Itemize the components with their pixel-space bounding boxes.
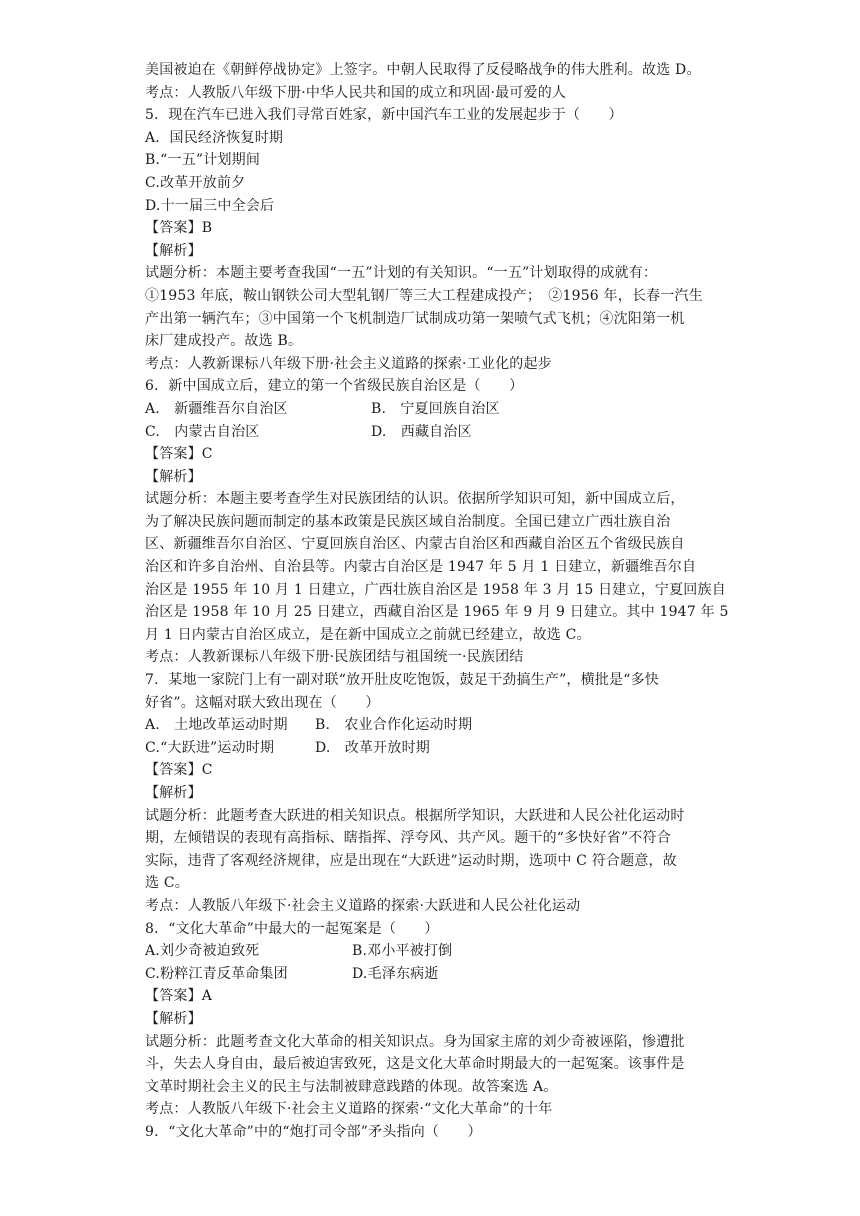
paragraph-line: 区、新疆维吾尔自治区、宁夏回族自治区、内蒙古自治区和西藏自治区五个省级民族自 bbox=[145, 536, 685, 553]
paragraph-line: 月 1 日内蒙古自治区成立，是在新中国成立之前就已经建立，故选 C。 bbox=[145, 626, 591, 643]
knowledge-point-line: 考点：人教新课标八年级下册·民族团结与祖国统一·民族团结 bbox=[145, 649, 524, 666]
analysis-heading: 【解析】 bbox=[145, 242, 202, 259]
option-text: B.邓小平被打倒 bbox=[352, 943, 453, 960]
question-line: 5．现在汽车已进入我们寻常百姓家，新中国汽车工业的发展起步于（ ） bbox=[145, 107, 623, 124]
paragraph-line: 产出第一辆汽车；③中国第一个飞机制造厂试制成功第一架喷气式飞机；④沈阳第一机 bbox=[145, 310, 685, 327]
analysis-heading: 【解析】 bbox=[145, 785, 202, 801]
paragraph-line: 好省”。这幅对联大致出现在（ ） bbox=[145, 694, 380, 711]
paragraph-line: 治区是 1958 年 10 月 25 日建立，西藏自治区是 1965 年 9 月 9 日建立。其中 1947 年 5 bbox=[145, 604, 729, 621]
option-row bbox=[145, 714, 725, 737]
paragraph-line: 期，左倾错误的表现有高指标、瞎指挥、浮夸风、共产风。题干的“多快好省”不符合 bbox=[145, 830, 671, 847]
paragraph-line: 实际，违背了客观经济规律，应是出现在“大跃进”运动时期，选项中 C 符合题意，故 bbox=[145, 852, 677, 869]
paragraph-line: 美国被迫在《朝鲜停战协定》上签字。中朝人民取得了反侵略战争的伟大胜利。故选 D。 bbox=[145, 62, 701, 78]
option-text: D. 改革开放时期 bbox=[315, 739, 430, 756]
option-text: C. 内蒙古自治区 bbox=[145, 423, 260, 440]
option-row bbox=[145, 398, 725, 421]
paragraph-line: 试题分析：本题主要考查我国“一五”计划的有关知识。“一五”计划取得的成就有： bbox=[145, 265, 658, 282]
option-text: C.“大跃进”运动时期 bbox=[145, 739, 275, 756]
option-text: D.十一届三中全会后 bbox=[145, 197, 275, 214]
paragraph-line: ①1953 年底，鞍山钢铁公司大型轧钢厂等三大工程建成投产； ②1956 年，长春一汽生 bbox=[145, 287, 703, 304]
paragraph-line: 治区和许多自治州、自治县等。内蒙古自治区是 1947 年 5 月 1 日建立，新疆维吾尔自 bbox=[145, 559, 697, 576]
answer-line: 【答案】C bbox=[145, 762, 213, 779]
option-text: B. 农业合作化运动时期 bbox=[315, 717, 473, 734]
question-line: 6．新中国成立后，建立的第一个省级民族自治区是（ ） bbox=[145, 378, 524, 395]
option-text: A. 土地改革运动时期 bbox=[145, 717, 288, 734]
paragraph-line: 床厂建成投产。故选 B。 bbox=[145, 333, 303, 350]
paragraph-line: 试题分析：此题考查文化大革命的相关知识点。身为国家主席的刘少奇被诬陷，惨遭批 bbox=[145, 1033, 685, 1050]
option-text: D. 西藏自治区 bbox=[371, 423, 472, 440]
paragraph-line: 选 C。 bbox=[145, 875, 189, 892]
knowledge-point-line: 考点：人教版八年级下·社会主义道路的探索·“文化大革命”的十年 bbox=[145, 1101, 553, 1118]
option-text: B.“一五”计划期间 bbox=[145, 152, 261, 169]
paragraph-line: 治区是 1955 年 10 月 1 日建立，广西壮族自治区是 1958 年 3 月 15 日建立，宁夏回族自 bbox=[145, 581, 726, 598]
knowledge-point-line: 考点：人教版八年级下册·中华人民共和国的成立和巩固·最可爱的人 bbox=[145, 84, 567, 101]
option-text: B. 宁夏回族自治区 bbox=[371, 400, 500, 417]
knowledge-point-line: 考点：人教新课标八年级下册·社会主义道路的探索·工业化的起步 bbox=[145, 355, 552, 372]
option-row bbox=[145, 963, 725, 986]
paragraph-line: 斗，失去人身自由，最后被迫害致死，这是文化大革命时期最大的一起冤案。该事件是 bbox=[145, 1056, 685, 1073]
paragraph-line: 试题分析：本题主要考查学生对民族团结的认识。依据所学知识可知，新中国成立后， bbox=[145, 491, 685, 508]
option-row bbox=[145, 421, 725, 444]
option-row bbox=[145, 737, 725, 760]
option-text: A．国民经济恢复时期 bbox=[145, 129, 284, 146]
analysis-heading: 【解析】 bbox=[145, 1010, 202, 1027]
knowledge-point-line: 考点：人教版八年级下·社会主义道路的探索·大跃进和人民公社化运动 bbox=[145, 897, 581, 914]
question-line: 9．“文化大革命”中的“炮打司令部”矛头指向（ ） bbox=[145, 1123, 482, 1140]
paragraph-line: 为了解决民族问题而制定的基本政策是民族区域自治制度。全国已建立广西壮族自治 bbox=[145, 513, 671, 530]
paragraph-line: 试题分析：此题考查大跃进的相关知识点。根据所学知识，大跃进和人民公社化运动时 bbox=[145, 807, 685, 824]
option-text: C.改革开放前夕 bbox=[145, 174, 246, 191]
answer-line: 【答案】C bbox=[145, 446, 213, 463]
document-body bbox=[145, 59, 729, 1144]
answer-line: 【答案】A bbox=[145, 988, 213, 1005]
analysis-heading: 【解析】 bbox=[145, 468, 202, 485]
answer-line: 【答案】B bbox=[145, 220, 213, 237]
option-row bbox=[145, 940, 725, 963]
question-line: 8．“文化大革命”中最大的一起冤案是（ ） bbox=[145, 920, 439, 937]
option-text: A. 新疆维吾尔自治区 bbox=[145, 400, 288, 417]
option-text: D.毛泽东病逝 bbox=[352, 965, 439, 982]
option-text: C.粉粹江青反革命集团 bbox=[145, 965, 288, 982]
option-text: A.刘少奇被迫致死 bbox=[145, 943, 260, 960]
question-line: 7．某地一家院门上有一副对联“放开肚皮吃饱饭，鼓足干劲搞生产”，横批是“多快 bbox=[145, 672, 659, 689]
paragraph-line: 文革时期社会主义的民主与法制被肆意践踏的体现。故答案选 A。 bbox=[145, 1078, 558, 1095]
